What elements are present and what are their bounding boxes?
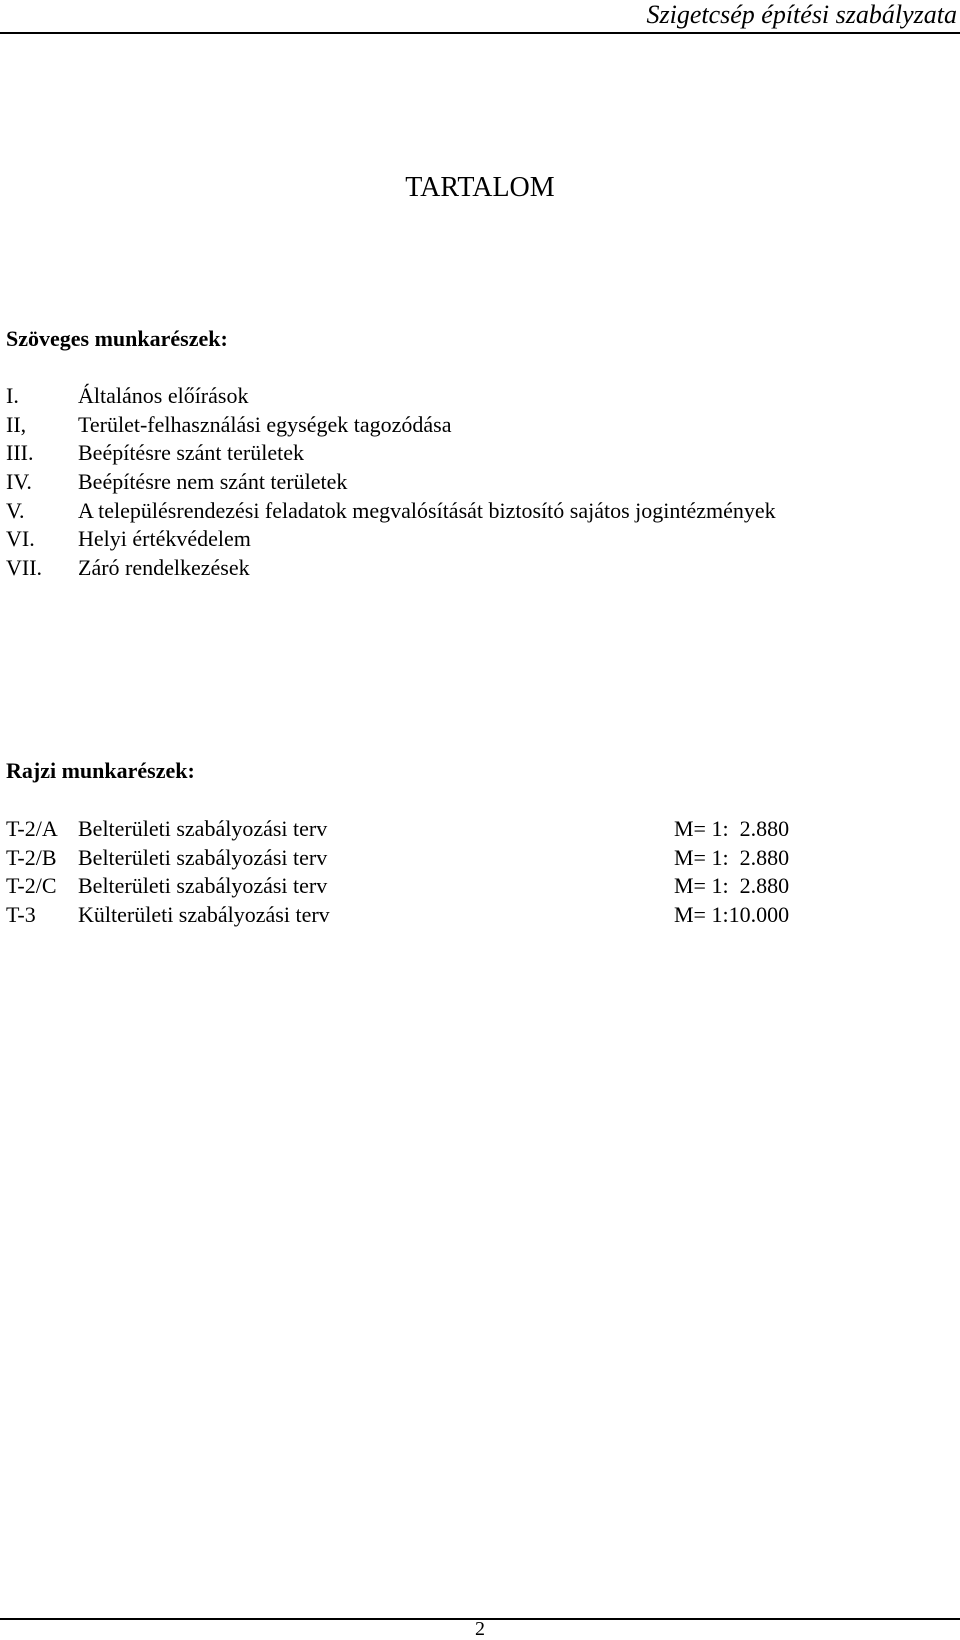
list-item-text: Általános előírások [78,383,249,408]
list-item [6,872,946,901]
list-item-number: I. [6,383,19,408]
list-item-text: A településrendezési feladatok megvalósítását biztosító sajátos jogintézmények [78,497,776,523]
list-item [6,411,946,440]
list-item-number: II, [6,411,27,437]
list-item-text: Beépítésre szánt területek [78,440,305,466]
list-item-text: Terület-felhasználási egységek tagozódása [78,411,452,437]
drawing-code: T-3 [6,902,36,928]
text-parts-list [6,382,946,583]
drawing-title: Külterületi szabályozási terv [78,902,330,928]
drawing-code: T-2/C [6,873,57,899]
list-item-number: III. [6,440,34,466]
drawing-scale: M= 1: 2.880 [674,816,790,841]
list-item [6,525,946,554]
page-header [0,0,960,34]
text-parts-heading: Szöveges munkarészek: [6,326,228,351]
list-item [6,554,946,583]
drawing-title: Belterületi szabályozási terv [78,816,328,841]
list-item-number: IV. [6,469,32,495]
list-item-number: VI. [6,526,35,552]
drawing-scale: M= 1: 2.880 [674,873,790,899]
list-item-number: V. [6,497,25,523]
list-item [6,815,946,844]
list-item [6,439,946,468]
drawing-parts-heading: Rajzi munkarészek: [6,758,195,783]
drawing-title: Belterületi szabályozási terv [78,844,328,870]
list-item [6,901,946,930]
drawing-parts-list [6,815,946,930]
drawing-scale: M= 1:10.000 [674,902,790,928]
list-item-text: Helyi értékvédelem [78,526,251,552]
list-item [6,497,946,526]
document-title: TARTALOM [405,172,555,203]
page-number: 2 [475,1618,485,1640]
drawing-scale: M= 1: 2.880 [674,844,790,870]
list-item-number: VII. [6,555,43,581]
drawing-title: Belterületi szabályozási terv [78,873,328,899]
list-item [6,468,946,497]
drawing-code: T-2/A [6,816,58,841]
drawing-code: T-2/B [6,844,57,870]
list-item-text: Beépítésre nem szánt területek [78,469,348,495]
list-item [6,844,946,873]
list-item [6,382,946,411]
list-item-text: Záró rendelkezések [78,555,250,581]
header-title: Szigetcsép építési szabályzata [646,0,957,29]
